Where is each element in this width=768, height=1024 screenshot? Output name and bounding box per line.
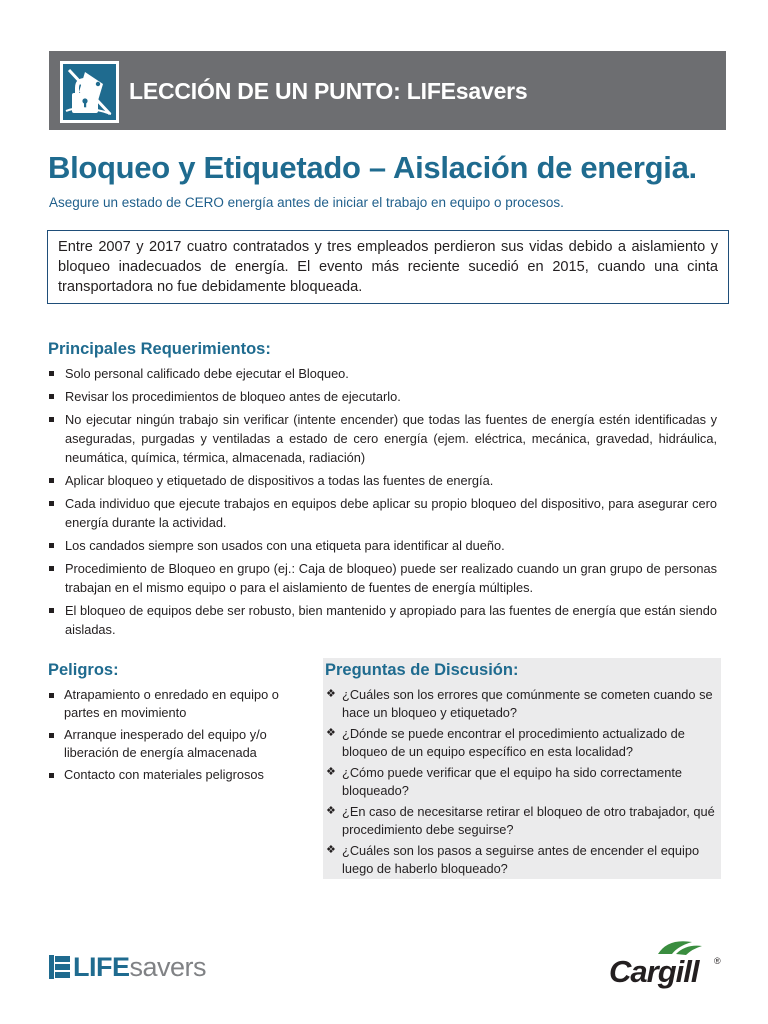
incident-info-box bbox=[47, 230, 729, 304]
list-item-text: ¿En caso de necesitarse retirar el bloqueo de otro trabajador, qué procedimiento debe seguirse? bbox=[342, 804, 715, 837]
list-item bbox=[49, 559, 717, 597]
list-item bbox=[324, 686, 724, 721]
list-item-text: ¿Cuáles son los errores que comúnmente se cometen cuando se hace un bloqueo y etiquetado? bbox=[342, 687, 713, 720]
list-item-text: Los candados siempre son usados con una etiqueta para identificar al dueño. bbox=[65, 538, 505, 553]
bullet-square-icon bbox=[49, 417, 54, 422]
list-item-text: Cada individuo que ejecute trabajos en equipos debe aplicar su propio bloqueo del dispositivo, para asegurar cero energía durante la actividad. bbox=[65, 496, 717, 530]
cargill-logo-text: Cargill bbox=[609, 954, 699, 989]
list-item bbox=[49, 686, 294, 721]
page-subtitle: Asegure un estado de CERO energía antes de iniciar el trabajo en equipo o procesos. bbox=[49, 195, 564, 210]
page-title: Bloqueo y Etiquetado – Aislación de energia. bbox=[48, 150, 697, 185]
list-item bbox=[49, 766, 294, 784]
list-item bbox=[324, 725, 724, 760]
bullet-square-icon bbox=[49, 773, 54, 778]
header-title: LECCIÓN DE UN PUNTO: LIFEsavers bbox=[129, 78, 528, 104]
diamond-bullet-icon: ❖ bbox=[326, 688, 336, 700]
list-item-text: No ejecutar ningún trabajo sin verificar (intente encender) que todas las fuentes de energía estén identificadas y aseguradas, purgadas y ventiladas a estado de cero energía (ejem. eléctrica, mecánica, gravedad, hidráulica, neumática, química, térmica, almacenada, radiación) bbox=[65, 412, 717, 465]
requirements-heading: Principales Requerimientos: bbox=[48, 340, 271, 358]
discussion-heading: Preguntas de Discusión: bbox=[325, 661, 519, 679]
cargill-logo bbox=[606, 940, 726, 996]
list-item bbox=[324, 842, 724, 877]
bullet-square-icon bbox=[49, 394, 54, 399]
bullet-square-icon bbox=[49, 733, 54, 738]
bullet-square-icon bbox=[49, 371, 54, 376]
hazards-heading: Peligros: bbox=[48, 661, 119, 679]
list-item-text: Solo personal calificado debe ejecutar el Bloqueo. bbox=[65, 366, 349, 381]
list-item bbox=[49, 536, 717, 555]
hazards-list bbox=[49, 686, 294, 789]
lifesavers-logo-text-a: LIFE bbox=[73, 951, 130, 982]
lifesavers-logo bbox=[48, 952, 206, 982]
bullet-square-icon bbox=[49, 693, 54, 698]
list-item bbox=[49, 387, 717, 406]
list-item bbox=[324, 803, 724, 838]
lifesavers-logo-text-b: savers bbox=[129, 951, 207, 982]
list-item bbox=[49, 471, 717, 490]
incident-info-text: Entre 2007 y 2017 cuatro contratados y tres empleados perdieron sus vidas debido a aislamiento y bloqueo inadecuados de energía. El evento más reciente sucedió en 2015, cuando una cinta transportadora no fue debidamente bloqueada. bbox=[58, 239, 718, 295]
list-item bbox=[49, 494, 717, 532]
list-item-text: Revisar los procedimientos de bloqueo antes de ejecutarlo. bbox=[65, 389, 401, 404]
bullet-square-icon bbox=[49, 543, 54, 548]
list-item-text: Atrapamiento o enredado en equipo o partes en movimiento bbox=[64, 687, 279, 720]
bullet-square-icon bbox=[49, 501, 54, 506]
diamond-bullet-icon: ❖ bbox=[326, 844, 336, 856]
list-item-text: Procedimiento de Bloqueo en grupo (ej.: Caja de bloqueo) puede ser realizado cuando un gran grupo de personas trabajan en el mismo equipo o para el aislamiento de fuentes de energía múltiples. bbox=[65, 561, 717, 595]
lockout-padlock-icon bbox=[60, 61, 119, 123]
list-item-text: ¿Dónde se puede encontrar el procedimiento actualizado de bloqueo de un equipo específico en esta localidad? bbox=[342, 726, 685, 759]
list-item-text: Arranque inesperado del equipo y/o liberación de energía almacenada bbox=[64, 727, 267, 760]
list-item-text: El bloqueo de equipos debe ser robusto, bien mantenido y apropiado para las fuentes de energía que están siendo aisladas. bbox=[65, 603, 717, 637]
list-item bbox=[324, 764, 724, 799]
discussion-list bbox=[324, 686, 724, 881]
registered-mark: ® bbox=[714, 956, 721, 966]
requirements-list bbox=[49, 364, 717, 643]
list-item-text: Contacto con materiales peligrosos bbox=[64, 767, 264, 782]
list-item bbox=[49, 364, 717, 383]
list-item-text: ¿Cuáles son los pasos a seguirse antes de encender el equipo luego de haberlo bloqueado? bbox=[342, 843, 700, 876]
diamond-bullet-icon: ❖ bbox=[326, 766, 336, 778]
list-item-text: Aplicar bloqueo y etiquetado de dispositivos a todas las fuentes de energía. bbox=[65, 473, 494, 488]
bullet-square-icon bbox=[49, 566, 54, 571]
diamond-bullet-icon: ❖ bbox=[326, 727, 336, 739]
list-item bbox=[49, 601, 717, 639]
diamond-bullet-icon: ❖ bbox=[326, 805, 336, 817]
list-item bbox=[49, 726, 294, 761]
list-item bbox=[49, 410, 717, 467]
lifesavers-mark-icon bbox=[48, 955, 70, 979]
list-item-text: ¿Cómo puede verificar que el equipo ha sido correctamente bloqueado? bbox=[342, 765, 683, 798]
bullet-square-icon bbox=[49, 608, 54, 613]
bullet-square-icon bbox=[49, 478, 54, 483]
header-bar bbox=[49, 51, 726, 130]
